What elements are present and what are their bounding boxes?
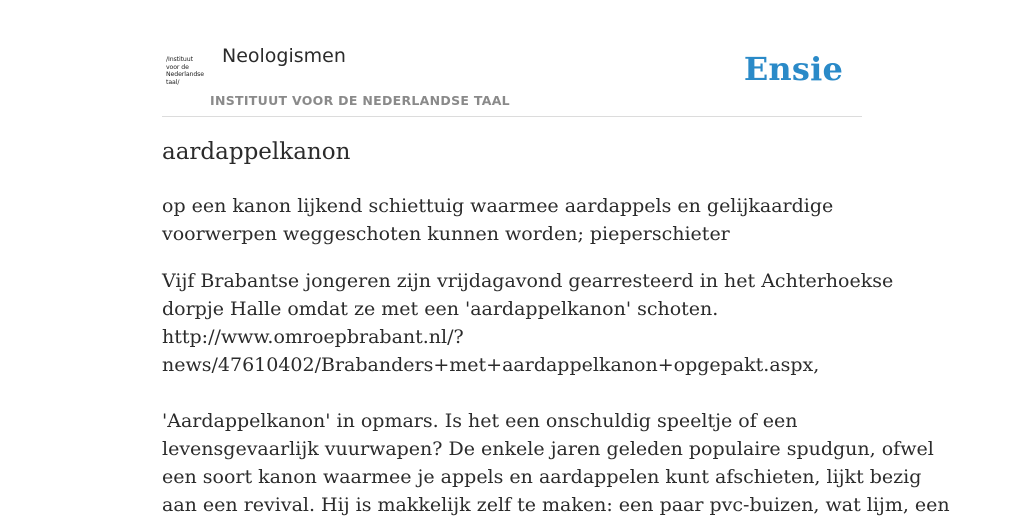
header (162, 0, 862, 117)
headword: aardappelkanon (162, 139, 351, 165)
logo-line: voor de (166, 63, 189, 71)
example-text (162, 267, 950, 519)
organization-name: INSTITUUT VOOR DE NEDERLANDSE TAAL (210, 93, 510, 108)
example-blank-line (162, 379, 866, 407)
example-line: een soort kanon waarmee je appels en aardappelen kunt afschieten, lijkt bezig (162, 466, 922, 488)
example-line: Vijf Brabantse jongeren zijn vrijdagavond gearresteerd in het Achterhoekse (162, 270, 894, 292)
site-title[interactable]: Neologismen (222, 45, 346, 67)
example-line: levensgevaarlijk vuurwapen? De enkele jaren geleden populaire spudgun, ofwel (162, 438, 934, 460)
logo-line: taal/ (166, 78, 180, 86)
logo-line: Nederlandse (166, 71, 205, 78)
example-line: 'Aardappelkanon' in opmars. Is het een onschuldig speeltje of een (162, 410, 798, 432)
example-line: news/47610402/Brabanders+met+aardappelkanon+opgepakt.aspx, (162, 354, 820, 376)
example-line: aan een revival. Hij is makkelijk zelf te maken: een paar pvc-buizen, wat lijm, een (162, 494, 950, 516)
example-line: dorpje Halle omdat ze met een 'aardappelkanon' schoten. (162, 298, 719, 320)
logo-line: /Instituut (166, 56, 193, 63)
definition: op een kanon lijkend schiettuig waarmee aardappels en gelijkaardige voorwerpen weggeschoten kunnen worden; pieperschieter (162, 195, 834, 245)
page (162, 0, 950, 516)
example-line: http://www.omroepbrabant.nl/? (162, 326, 464, 348)
ensie-logo[interactable]: Ensie (743, 50, 843, 88)
ivdnt-logo[interactable] (166, 56, 206, 86)
